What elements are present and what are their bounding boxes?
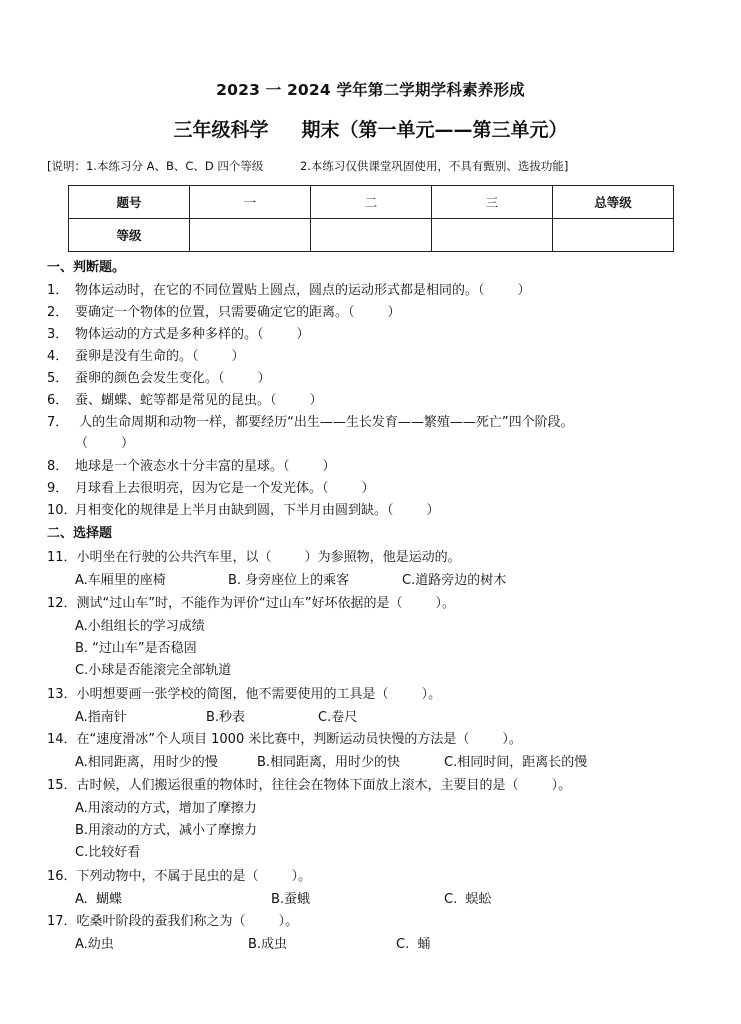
question-number: 10． bbox=[47, 503, 77, 518]
question-stem: 15．古时候，人们搬运很重的物体时，往往会在物体下面放上滚木，主要目的是（ ）。 bbox=[47, 778, 572, 793]
question-item bbox=[47, 323, 310, 342]
question-item bbox=[47, 411, 574, 430]
question-item bbox=[47, 301, 401, 320]
question-stem: 16．下列动物中，不属于昆虫的是（ ）。 bbox=[47, 869, 312, 884]
option-b: B.相同距离，用时少的快 bbox=[257, 755, 401, 770]
table-cell: 题号 bbox=[69, 186, 190, 219]
exam-title: 2023 一 2024 学年第二学期学科素养形成 bbox=[216, 81, 525, 99]
question-text: 人的生命周期和动物一样，都要经历“出生——生长发育——繁殖——死亡”四个阶段。 bbox=[75, 415, 574, 430]
instructions-note: [说明：1.本练习分 A、B、C、D 四个等级 2.本练习仅供课堂巩固使用，不具有甄别、选拔功能] bbox=[47, 159, 569, 173]
question-text: 月相变化的规律是上半月由缺到圆，下半月由圆到缺。（ ） bbox=[75, 503, 440, 518]
option-b: B. 身旁座位上的乘客 bbox=[228, 573, 350, 588]
option-c: C.小球是否能滚完全部轨道 bbox=[75, 663, 232, 678]
table-cell: 总等级 bbox=[553, 186, 674, 219]
question-number: 1． bbox=[47, 283, 69, 298]
option-c: C.相同时间，距离长的慢 bbox=[444, 755, 588, 770]
table-cell: 三 bbox=[432, 186, 553, 219]
option-c: C.比较好看 bbox=[75, 845, 141, 860]
question-text: 蚕卵是没有生命的。（ ） bbox=[75, 349, 245, 364]
option-c: C. 蛹 bbox=[396, 937, 431, 952]
question-stem: 13．小明想要画一张学校的简图，他不需要使用的工具是（ ）。 bbox=[47, 687, 442, 702]
table-cell: 二 bbox=[311, 186, 432, 219]
option-b: B.用滚动的方式，减小了摩擦力 bbox=[75, 823, 258, 838]
question-number: 9． bbox=[47, 481, 69, 496]
question-item bbox=[75, 432, 134, 451]
question-item bbox=[47, 389, 323, 408]
question-item bbox=[47, 367, 271, 386]
option-c: C.卷尺 bbox=[318, 710, 358, 725]
question-number: 4． bbox=[47, 349, 69, 364]
option-a: A.小组组长的学习成绩 bbox=[75, 619, 205, 634]
option-a: A.用滚动的方式，增加了摩擦力 bbox=[75, 801, 257, 816]
option-a: A.幼虫 bbox=[75, 937, 114, 952]
option-b: B. “过山车”是否稳固 bbox=[75, 641, 197, 656]
question-item bbox=[47, 455, 336, 474]
option-a: A.指南针 bbox=[75, 710, 127, 725]
question-stem: 17．吃桑叶阶段的蚕我们称之为（ ）。 bbox=[47, 914, 299, 929]
question-text: 蚕卵的颜色会发生变化。（ ） bbox=[75, 371, 271, 386]
question-number: 3． bbox=[47, 327, 69, 342]
question-text: 月球看上去很明亮，因为它是一个发光体。（ ） bbox=[75, 481, 375, 496]
grade-input-cell[interactable] bbox=[553, 219, 674, 252]
question-text: 要确定一个物体的位置，只需要确定它的距离。（ ） bbox=[75, 305, 401, 320]
question-number: 2． bbox=[47, 305, 69, 320]
section-heading: 一、判断题。 bbox=[47, 260, 126, 275]
question-text: 地球是一个液态水十分丰富的星球。（ ） bbox=[75, 459, 336, 474]
option-a: A. 蝴蝶 bbox=[75, 892, 123, 907]
question-item bbox=[47, 345, 245, 364]
grade-table-header-row bbox=[69, 186, 674, 219]
question-text: 蚕、蝴蝶、蛇等都是常见的昆虫。（ ） bbox=[75, 393, 323, 408]
question-item bbox=[47, 499, 440, 518]
question-number: 7． bbox=[47, 415, 69, 430]
option-b: B.蚕蛾 bbox=[271, 892, 311, 907]
exam-subtitle: 三年级科学 期末（第一单元——第三单元） bbox=[173, 119, 568, 141]
question-number: 5． bbox=[47, 371, 69, 386]
option-c: C.道路旁边的树木 bbox=[402, 573, 507, 588]
question-number: 6． bbox=[47, 393, 69, 408]
table-cell: 等级 bbox=[69, 219, 190, 252]
question-number: 8． bbox=[47, 459, 69, 474]
question-text: （ ） bbox=[75, 436, 135, 451]
question-stem: 14．在“速度滑冰”个人项目 1000 米比赛中，判断运动员快慢的方法是（ ）。 bbox=[47, 732, 522, 747]
option-a: A.相同距离，用时少的慢 bbox=[75, 755, 218, 770]
option-b: B.成虫 bbox=[248, 937, 288, 952]
grade-table-row bbox=[69, 219, 674, 252]
grade-input-cell[interactable] bbox=[432, 219, 553, 252]
grade-input-cell[interactable] bbox=[190, 219, 311, 252]
option-b: B.秒表 bbox=[206, 710, 246, 725]
section-heading: 二、选择题 bbox=[47, 526, 113, 541]
question-stem: 12．测试“过山车”时，不能作为评价“过山车”好坏依据的是（ ）。 bbox=[47, 596, 456, 611]
question-stem: 11．小明坐在行驶的公共汽车里，以（ ）为参照物，他是运动的。 bbox=[47, 550, 461, 565]
option-a: A.车厢里的座椅 bbox=[75, 573, 166, 588]
question-item bbox=[47, 477, 375, 496]
grade-table bbox=[68, 185, 674, 252]
question-item bbox=[47, 279, 531, 298]
grade-input-cell[interactable] bbox=[311, 219, 432, 252]
question-text: 物体运动的方式是多种多样的。（ ） bbox=[75, 327, 310, 342]
option-c: C. 蜈蚣 bbox=[444, 892, 492, 907]
table-cell: 一 bbox=[190, 186, 311, 219]
question-text: 物体运动时，在它的不同位置贴上圆点，圆点的运动形式都是相同的。（ ） bbox=[75, 283, 531, 298]
